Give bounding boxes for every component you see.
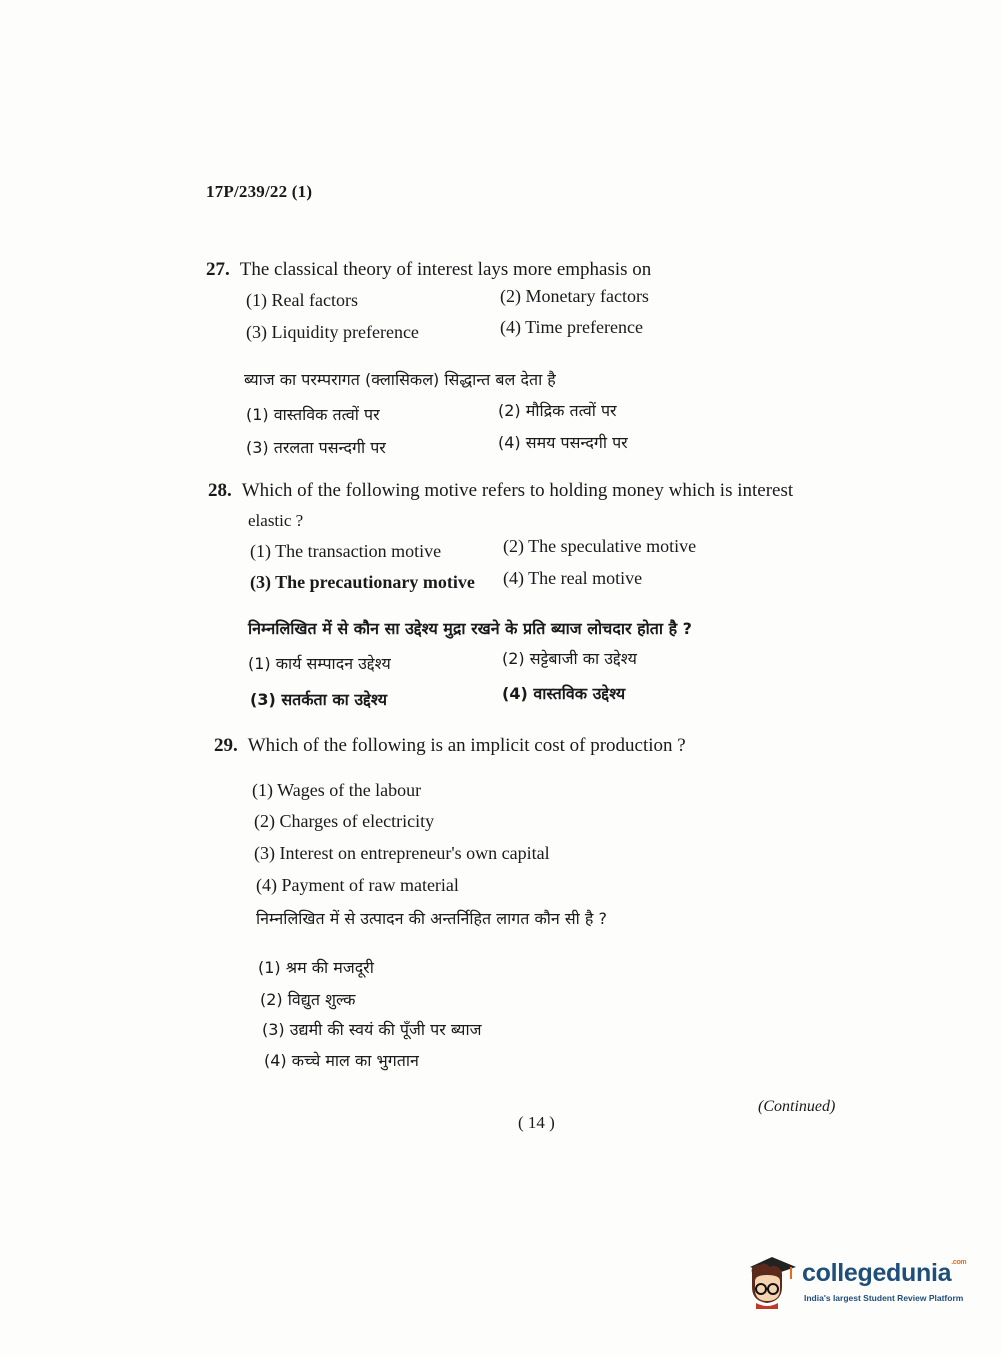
option-en-3: (3) Interest on entrepreneur's own capital (254, 843, 550, 863)
question-29 (214, 735, 686, 758)
question-text-hi: निम्नलिखित में से कौन सा उद्देश्य मुद्रा रखने के प्रति ब्याज लोचदार होता है ? (248, 619, 692, 638)
option-hi-3: (3) उद्यमी की स्वयं की पूँजी पर ब्याज (262, 1020, 482, 1039)
option-en-2: (2) Charges of electricity (254, 811, 435, 831)
option-en-1: (1) Real factors (246, 290, 358, 310)
continued-label: (Continued) (758, 1098, 836, 1115)
question-text-hi: ब्याज का परम्परागत (क्लासिकल) सिद्धान्त बल देता है (244, 370, 556, 389)
option-hi-3: (3) सतर्कता का उद्देश्य (250, 690, 387, 709)
question-text-en-line2: elastic ? (248, 511, 304, 530)
option-hi-1: (1) श्रम की मजदूरी (258, 958, 374, 977)
option-hi-4: (4) वास्तविक उद्देश्य (502, 684, 626, 703)
option-hi-2: (2) विद्युत शुल्क (260, 990, 356, 1009)
page-number: ( 14 ) (518, 1113, 555, 1132)
option-en-3: (3) The precautionary motive (250, 572, 475, 592)
option-en-4: (4) Time preference (500, 317, 643, 337)
option-en-2: (2) Monetary factors (500, 286, 649, 306)
option-hi-4: (4) कच्चे माल का भुगतान (264, 1051, 419, 1070)
question-text-en: The classical theory of interest lays more emphasis on (239, 259, 652, 280)
option-hi-2: (2) सट्टेबाजी का उद्देश्य (502, 649, 637, 668)
question-text-en: Which of the following is an implicit cost of production ? (247, 735, 686, 756)
option-hi-1: (1) कार्य सम्पादन उद्देश्य (248, 654, 391, 673)
paper-code: 17P/239/22 (1) (206, 182, 313, 201)
question-text-hi: निम्नलिखित में से उत्पादन की अन्तर्निहित लागत कौन सी है ? (256, 909, 607, 928)
question-number: 28. (208, 480, 232, 501)
option-hi-3: (3) तरलता पसन्दगी पर (246, 438, 386, 457)
option-en-3: (3) Liquidity preference (246, 322, 419, 342)
question-number: 27. (206, 259, 230, 280)
option-en-2: (2) The speculative motive (503, 536, 697, 556)
question-27 (206, 259, 651, 282)
question-28 (208, 480, 793, 503)
collegedunia-logo (742, 1253, 972, 1315)
option-en-4: (4) Payment of raw material (256, 875, 459, 895)
student-mascot-icon (742, 1253, 798, 1309)
option-hi-1: (1) वास्तविक तत्वों पर (246, 405, 380, 424)
option-hi-2: (2) मौद्रिक तत्वों पर (498, 401, 617, 420)
logo-tagline: India's largest Student Review Platform (804, 1293, 964, 1303)
question-text-en-line1: Which of the following motive refers to holding money which is interest (241, 480, 794, 501)
option-hi-4: (4) समय पसन्दगी पर (498, 433, 628, 452)
question-number: 29. (214, 735, 238, 756)
option-en-4: (4) The real motive (503, 568, 643, 588)
logo-wordmark: collegedunia$^{.com}$ (802, 1259, 967, 1287)
option-en-1: (1) The transaction motive (250, 541, 442, 561)
option-en-1: (1) Wages of the labour (252, 780, 422, 800)
logo-dotcom: .com (951, 1259, 967, 1266)
